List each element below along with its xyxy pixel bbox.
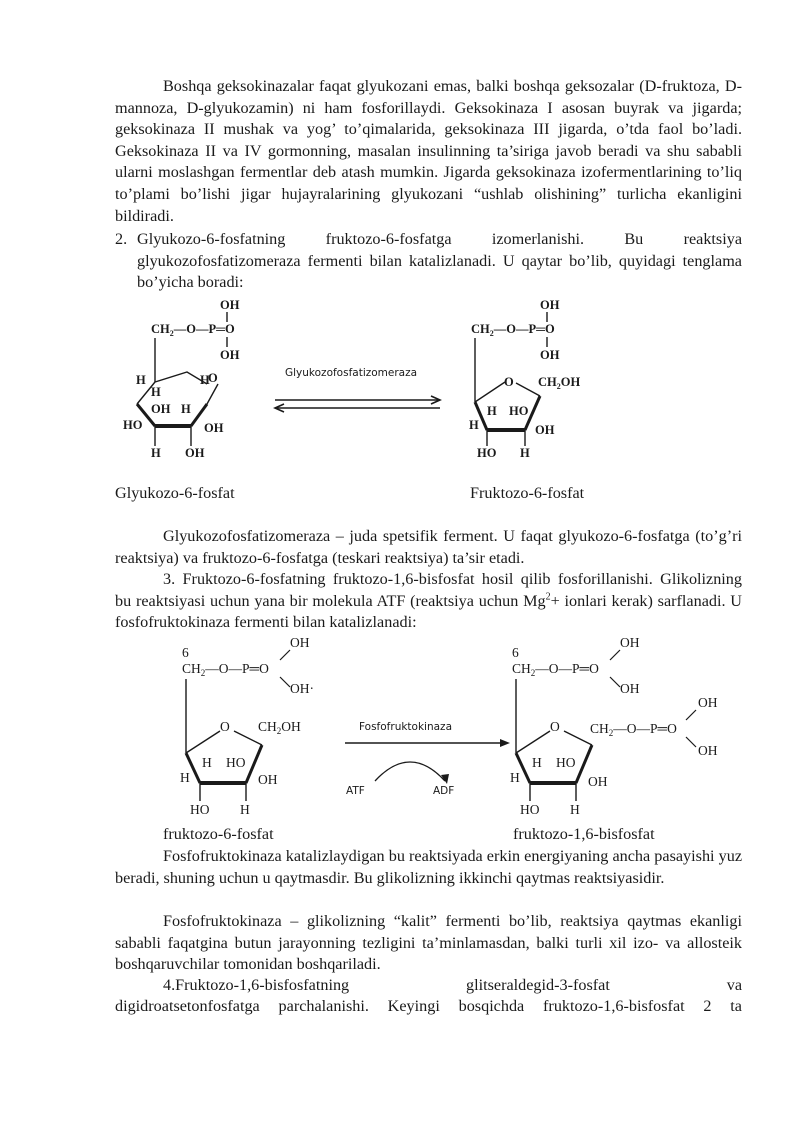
- caption-fructose-6-phosphate-2: fruktozo-6-fosfat: [163, 825, 274, 843]
- svg-text:OH: OH: [540, 348, 560, 362]
- paragraph-irreversible: Fosfofruktokinaza katalizlaydigan bu reaktsiyada erkin energiyaning ancha pasayishi yuz beradi, shuning uchun u qaytmasdir. Bu glikolizning ikkinchi qaytmas reaktsiyasidir.: [115, 847, 742, 887]
- svg-text:HO: HO: [226, 755, 246, 770]
- svg-text:H: H: [570, 802, 580, 817]
- svg-text:OH: OH: [540, 298, 560, 312]
- svg-text:6: 6: [182, 645, 189, 660]
- svg-text:HO: HO: [556, 755, 576, 770]
- svg-text:CH2—O—P═O: $CH_2—O—P═O$: [590, 721, 677, 738]
- caption-fructose-1-6-bisphosphate: fruktozo-1,6-bisfosfat: [513, 825, 655, 843]
- svg-text:HO: HO: [520, 802, 540, 817]
- fructose-1-6-bisphosphate-structure: [510, 635, 718, 817]
- svg-text:CH2OH: $CH_2OH$: [538, 375, 581, 391]
- svg-text:CH2—O—P═O: $CH_2—O—P═O$: [151, 322, 235, 338]
- svg-text:OH: OH: [698, 695, 718, 710]
- svg-text:O: O: [550, 719, 560, 734]
- paragraph-isomerase-specificity: Glyukozofosfatizomeraza – juda spetsifik ferment. U faqat glyukozo-6-fosfatga (to’g’ri reaktsiya) va fruktozo-6-fosfatga (teskari reaktsiya) ta’sir etadi.: [115, 527, 742, 567]
- svg-text:OH: OH: [204, 421, 224, 435]
- svg-text:OH: OH: [185, 446, 205, 460]
- svg-text:OH: OH: [698, 743, 718, 758]
- reaction-isomerization-diagram: [115, 296, 615, 470]
- svg-text:OH: OH: [258, 772, 278, 787]
- svg-text:OH: OH: [151, 402, 171, 416]
- svg-text:H: H: [487, 404, 497, 418]
- svg-text:H: H: [136, 373, 146, 387]
- reversible-arrow: [275, 367, 440, 412]
- svg-text:H: H: [151, 446, 161, 460]
- svg-text:H: H: [510, 770, 520, 785]
- svg-text:H: H: [181, 402, 191, 416]
- svg-text:H: H: [200, 373, 210, 387]
- svg-text:6: 6: [512, 645, 519, 660]
- svg-text:H: H: [520, 446, 530, 460]
- paragraph-cleavage-line1: 4.Fruktozo-1,6-bisfosfatning glitseraldegid-3-fosfat va: [163, 976, 742, 994]
- svg-text:HO: HO: [190, 802, 210, 817]
- svg-text:H: H: [180, 770, 190, 785]
- list-item-text: Glyukozo-6-fosfatning fruktozo-6-fosfatga izomerlanishi. Bu reaktsiya glyukozofosfatizomeraza fermenti bilan katalizlanadi. U qaytar bo’lib, quyidagi tenglama bo’yicha boradi:: [137, 230, 742, 292]
- list-item-2: [115, 229, 742, 294]
- svg-text:H: H: [532, 755, 542, 770]
- svg-text:H: H: [469, 418, 479, 432]
- svg-text:O: O: [208, 371, 218, 385]
- svg-text:HO: HO: [123, 418, 143, 432]
- irreversible-arrow: [345, 721, 510, 797]
- paragraph-phosphorylation: 3. Fruktozo-6-fosfatning fruktozo-1,6-bisfosfat hosil qilib fosforillanishi. Glikolizning bu reaktsiyasi uchun yana bir molekula ATF (reaktsiya uchun $Mg^2+$ ionlari kerak) sarflanadi. U fosfofruktokinaza fermenti bilan katalizlanadi:: [115, 570, 742, 632]
- svg-text:OH: OH: [620, 635, 640, 650]
- svg-text:CH2—O—P═O: $CH_2—O—P═O$: [512, 661, 599, 678]
- paragraph-hexokinase: Boshqa geksokinazalar faqat glyukozani emas, balki boshqa geksozalar (D-fruktoza, D-mannoza, D-glyukozamin) ni ham fosforillaydi. Geksokinaza I asosan buyrak va jigarda; geksokinaza II mushak va yog’ to’qimalarida, geksokinaza III jigarda, o’tda faol bo’ladi. Geksokinaza II va IV gormonning, masalan insulinning ta’siriga javob beradi va shu sababli ularni moslashgan fermentlar deb atash mumkin. Jigarda geksokinaza izofermentlarining to’liq to’plami bo’lishi jigar hujayralarining glyukozani “ushlab olishining” turlicha ekanligini bildiradi.: [115, 77, 742, 225]
- glucose-6-phosphate-structure: [123, 298, 240, 460]
- svg-text:H: H: [240, 802, 250, 817]
- caption-fructose-6-phosphate: Fruktozo-6-fosfat: [470, 484, 585, 502]
- svg-text:H: H: [202, 755, 212, 770]
- svg-text:OH: OH: [535, 423, 555, 437]
- svg-text:HO: HO: [509, 404, 529, 418]
- reaction-phosphofructokinase-diagram: [170, 633, 740, 823]
- svg-text:HO: HO: [477, 446, 497, 460]
- svg-text:OH: OH: [220, 298, 240, 312]
- svg-text:CH2—O—P═O: $CH_2—O—P═O$: [182, 661, 269, 678]
- svg-text:CH2OH: $CH_2OH$: [258, 719, 301, 736]
- fructose-6-phosphate-structure-2: [180, 635, 314, 817]
- svg-text:ADF: ADF: [433, 785, 455, 797]
- svg-text:O: O: [220, 719, 230, 734]
- svg-text:OH: OH: [588, 774, 608, 789]
- list-number: 2.: [115, 230, 128, 248]
- svg-text:OH: OH: [220, 348, 240, 362]
- svg-text:H: H: [151, 385, 161, 399]
- svg-text:ATF: ATF: [346, 785, 365, 797]
- svg-text:OH: OH: [620, 681, 640, 696]
- svg-text:Glyukozofosfatizomeraza: Glyukozofosfatizomeraza: [285, 367, 418, 379]
- svg-text:CH2—O—P═O: $CH_2—O—P═O$: [471, 322, 555, 338]
- svg-text:OH·: OH·: [290, 681, 314, 696]
- paragraph-cleavage-line2: digidroatsetonfosfatga parchalanishi. Keyingi bosqichda fruktozo-1,6-bisfosfat 2 ta: [115, 997, 742, 1015]
- svg-text:O: O: [504, 375, 514, 389]
- fructose-6-phosphate-structure: [469, 298, 580, 460]
- svg-text:OH: OH: [290, 635, 310, 650]
- svg-text:Fosfofruktokinaza: Fosfofruktokinaza: [359, 721, 453, 733]
- paragraph-key-enzyme: Fosfofruktokinaza – glikolizning “kalit” fermenti bo’lib, reaktsiya qaytmas ekanligi sababli faqatgina butun jarayonning tezligini ta’minlamasdan, balki turli xil izo- va allosteik boshqaruvchilar tomonidan boshqariladi.: [115, 912, 742, 974]
- caption-glucose-6-phosphate: Glyukozo-6-fosfat: [115, 484, 235, 502]
